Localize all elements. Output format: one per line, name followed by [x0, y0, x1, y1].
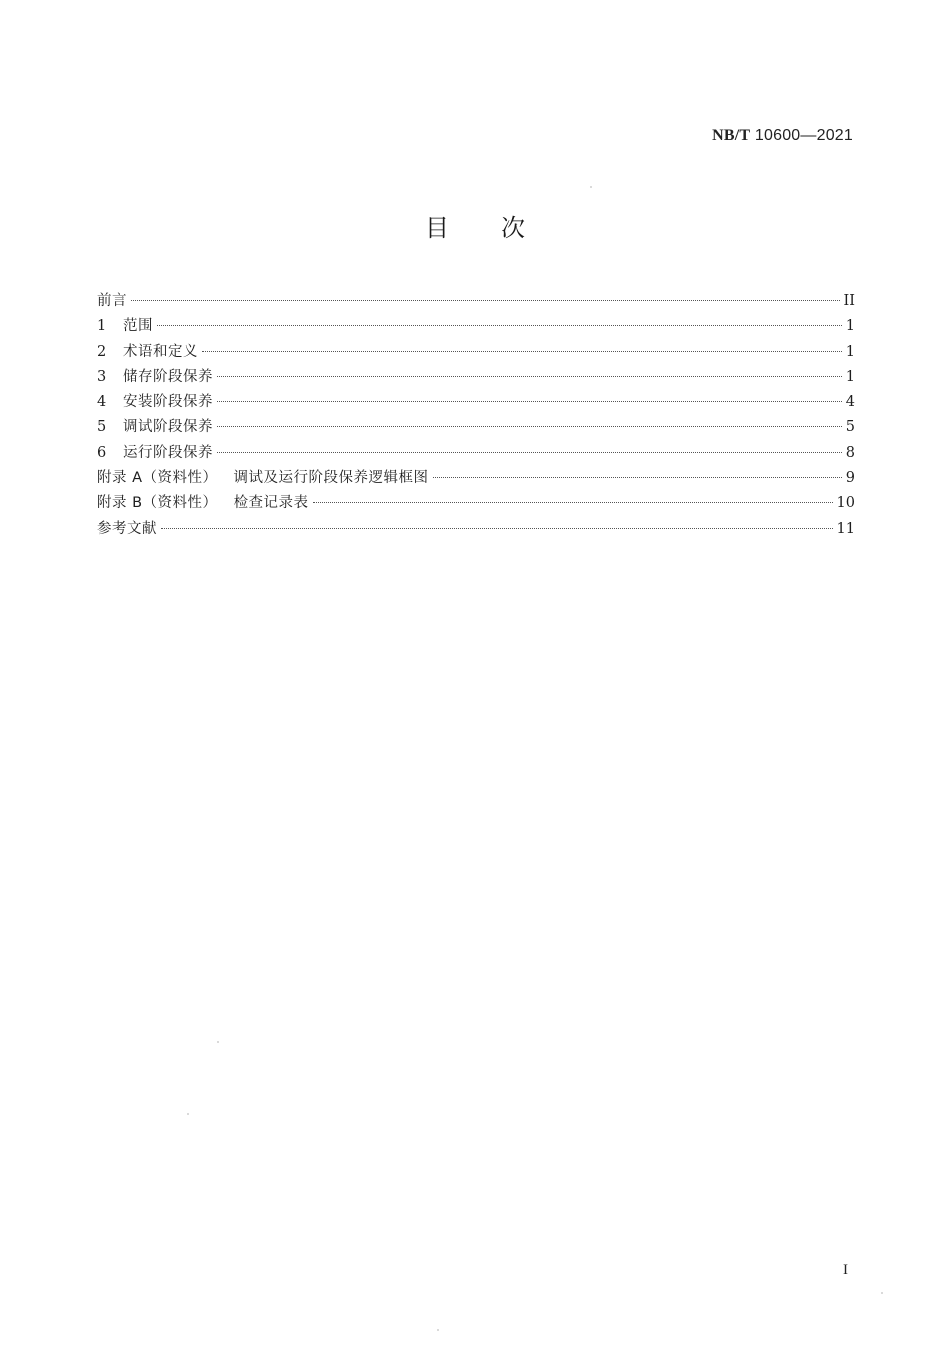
- toc-entry-number: 1: [97, 318, 107, 335]
- footer-page-number: I: [843, 1262, 848, 1278]
- toc-entry-label: 检查记录表: [233, 495, 309, 512]
- toc-entry-page: 4: [845, 394, 855, 411]
- toc-entry-page: 11: [836, 520, 855, 537]
- toc-dot-leader: [217, 426, 842, 427]
- toc-entry-label: 调试及运行阶段保养逻辑框图: [233, 470, 429, 487]
- toc-dot-leader: [161, 528, 833, 529]
- toc-entry-page: 9: [845, 470, 855, 487]
- toc-entry-label: 安装阶段保养: [123, 394, 213, 411]
- toc-entry[interactable]: [97, 491, 855, 516]
- toc-entry[interactable]: [97, 390, 855, 415]
- scan-speck: [187, 1113, 189, 1115]
- toc-entry-label: 储存阶段保养: [123, 368, 213, 385]
- standard-code-prefix: NB/T: [712, 127, 751, 144]
- toc-title: 目次: [425, 214, 577, 242]
- toc-entry-label: 前言: [97, 293, 127, 309]
- toc-entry-page: 5: [845, 419, 855, 436]
- toc-entry[interactable]: [97, 314, 855, 339]
- toc-entry-label: 运行阶段保养: [123, 444, 213, 461]
- toc-entry-appendix-prefix: 附录 B（资料性）: [97, 495, 218, 512]
- toc-entry-page: 1: [845, 343, 855, 360]
- scan-speck: [217, 1041, 219, 1043]
- toc-dot-leader: [131, 300, 840, 301]
- toc-dot-leader: [217, 401, 842, 402]
- toc-entry-number: 2: [97, 343, 107, 360]
- toc-entry[interactable]: [97, 415, 855, 440]
- scan-speck: [437, 1329, 439, 1331]
- toc-entry-number: 6: [97, 444, 107, 461]
- toc-entry-number: 5: [97, 419, 107, 436]
- toc-entry-page: 8: [845, 444, 855, 461]
- toc-dot-leader: [313, 502, 833, 503]
- toc-entry-page: II: [843, 293, 855, 309]
- toc-entry[interactable]: [97, 365, 855, 390]
- toc-dot-leader: [157, 325, 842, 326]
- toc-entry-label: 调试阶段保养: [123, 419, 213, 436]
- toc-dot-leader: [217, 376, 842, 377]
- toc-entry-page: 1: [845, 368, 855, 385]
- scan-speck: [881, 1292, 883, 1294]
- toc-entry-appendix-prefix: 附录 A（资料性）: [97, 470, 218, 487]
- toc-entry-label: 参考文献: [97, 520, 157, 537]
- toc-entry-label: 范围: [123, 318, 153, 335]
- toc-entry-number: 3: [97, 368, 107, 385]
- standard-code: [712, 127, 853, 145]
- standard-code-number: 10600—2021: [754, 127, 853, 144]
- toc-dot-leader: [202, 351, 842, 352]
- toc-entry-label: 术语和定义: [123, 343, 198, 360]
- toc-entry[interactable]: [97, 289, 855, 314]
- toc-entry-number: 4: [97, 394, 107, 411]
- toc-dot-leader: [433, 477, 842, 478]
- toc-dot-leader: [217, 452, 842, 453]
- toc-entry-page: 10: [836, 495, 855, 512]
- scan-speck: [590, 186, 592, 188]
- toc-entry-page: 1: [845, 318, 855, 335]
- toc-entry[interactable]: [97, 340, 855, 365]
- toc-list: [97, 289, 855, 542]
- toc-entry[interactable]: [97, 517, 855, 542]
- toc-entry[interactable]: [97, 466, 855, 491]
- toc-entry[interactable]: [97, 441, 855, 466]
